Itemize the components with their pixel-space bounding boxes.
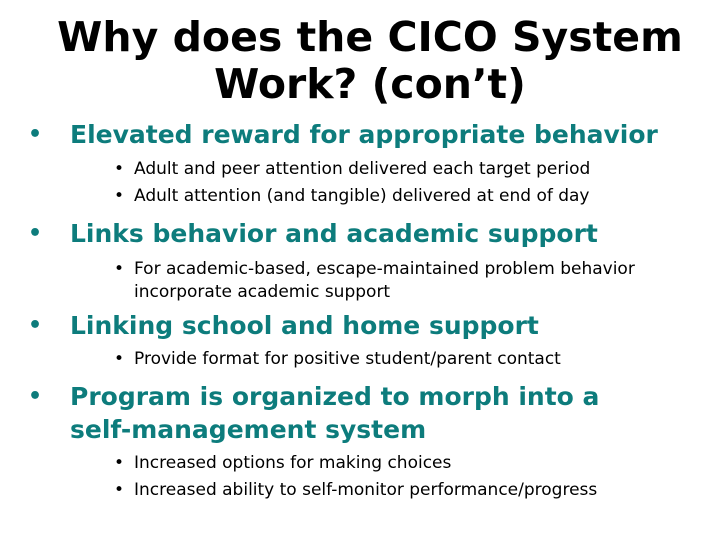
sub-bullet-text: Increased ability to self-monitor performance/progress	[134, 480, 598, 500]
slide-title-line-2: Work? (con’t)	[214, 60, 526, 108]
bullet-dot-icon: •	[28, 122, 43, 147]
sub-bullet-text: Increased options for making choices	[134, 453, 452, 473]
main-bullet	[28, 118, 698, 151]
slide-title-line-1: Why does the CICO System	[57, 13, 683, 61]
sub-bullet	[114, 158, 674, 181]
main-bullet	[28, 309, 698, 342]
bullet-dot-icon: •	[28, 384, 43, 409]
bullet-dot-icon: •	[114, 349, 125, 369]
main-bullet	[28, 380, 668, 446]
sub-bullet-text: Adult and peer attention delivered each target period	[134, 159, 591, 179]
main-bullet-text: Program is organized to morph into a self-management system	[70, 382, 600, 444]
sub-bullet	[114, 479, 674, 502]
sub-bullet	[114, 348, 674, 371]
bullet-dot-icon: •	[114, 259, 125, 279]
bullet-dot-icon: •	[114, 453, 125, 473]
slide-title	[40, 14, 700, 108]
main-bullet-text: Linking school and home support	[70, 311, 539, 340]
sub-bullet-text: Adult attention (and tangible) delivered at end of day	[134, 186, 590, 206]
main-bullet-text: Links behavior and academic support	[70, 219, 598, 248]
sub-bullet-text: Provide format for positive student/parent contact	[134, 349, 561, 369]
sub-bullet	[114, 258, 674, 304]
sub-bullet	[114, 185, 674, 208]
sub-bullet	[114, 452, 674, 475]
main-bullet-text: Elevated reward for appropriate behavior	[70, 120, 658, 149]
bullet-dot-icon: •	[28, 313, 43, 338]
bullet-dot-icon: •	[114, 159, 125, 179]
main-bullet	[28, 217, 698, 250]
bullet-dot-icon: •	[28, 221, 43, 246]
bullet-dot-icon: •	[114, 186, 125, 206]
sub-bullet-text: For academic-based, escape-maintained problem behavior incorporate academic support	[134, 259, 635, 302]
bullet-dot-icon: •	[114, 480, 125, 500]
